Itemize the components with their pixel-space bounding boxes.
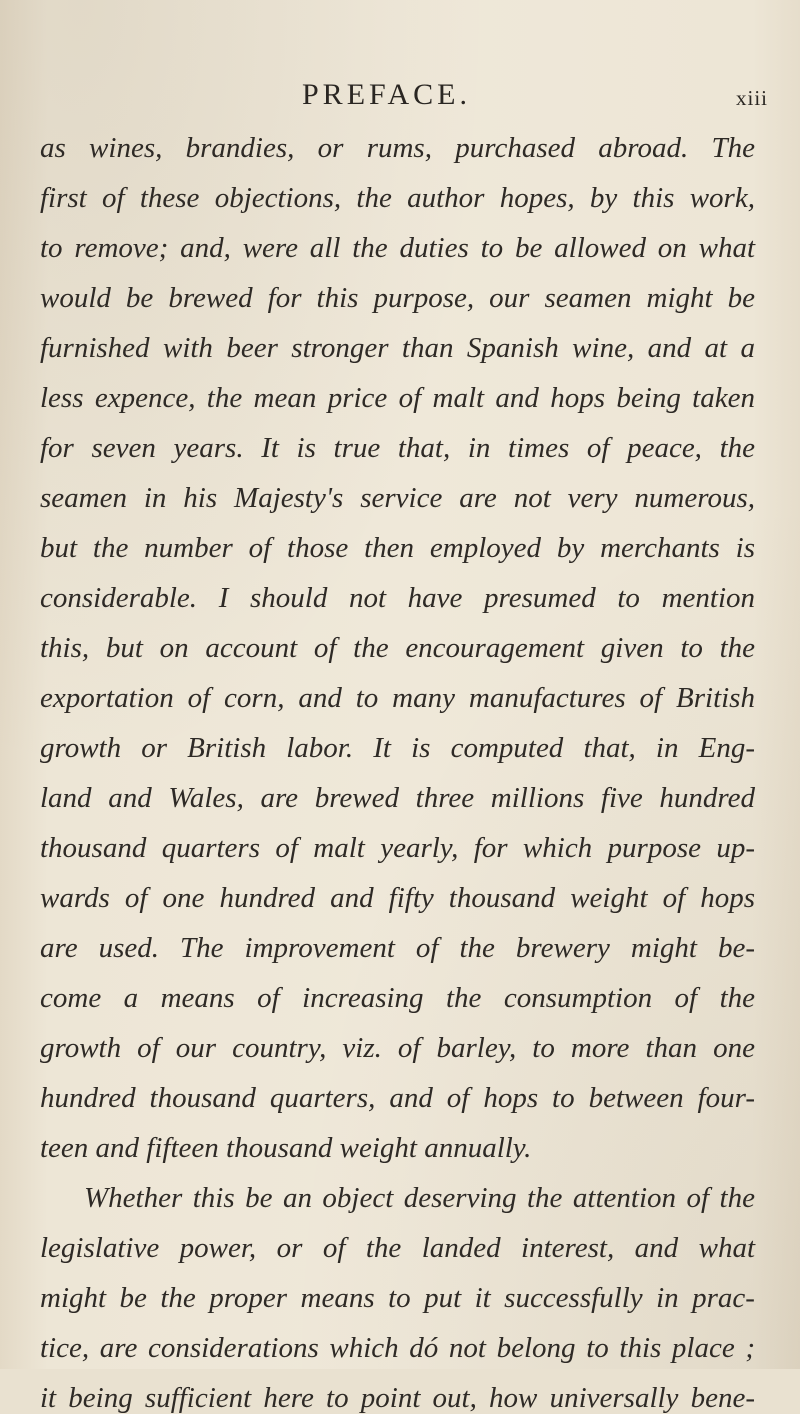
text-line: furnished with beer stronger than Spanish wine, and at a xyxy=(40,332,756,364)
text-line: for seven years. It is true that, in times of peace, the xyxy=(40,432,755,464)
text-line: teen and fifteen thousand weight annually. xyxy=(40,1132,532,1164)
running-title: PREFACE. xyxy=(302,78,471,111)
text-line: but the number of those then employed by merchants is xyxy=(40,532,756,564)
text-line: growth or British labor. It is computed that, in Eng- xyxy=(40,732,755,764)
text-line: might be the proper means to put it successfully in prac- xyxy=(40,1282,755,1314)
text-line: are used. The improvement of the brewery might be- xyxy=(40,932,755,964)
text-line: first of these objections, the author hopes, by this work, xyxy=(40,182,755,214)
page-number: xiii xyxy=(736,86,769,110)
text-line: this, but on account of the encouragement given to the xyxy=(40,632,756,664)
text-line: considerable. I should not have presumed to mention xyxy=(40,582,755,614)
text-line: as wines, brandies, or rums, purchased abroad. The xyxy=(40,132,755,164)
text-line: thousand quarters of malt yearly, for which purpose up- xyxy=(40,832,756,864)
text-line: come a means of increasing the consumption of the xyxy=(40,982,756,1014)
text-line: Whether this be an object deserving the attention of the xyxy=(84,1182,755,1214)
page-header xyxy=(0,78,800,118)
text-line: it being sufficient here to point out, how universally bene- xyxy=(40,1382,756,1414)
text-line: hundred thousand quarters, and of hops to between four- xyxy=(40,1082,755,1114)
text-line: legislative power, or of the landed interest, and what xyxy=(40,1232,756,1264)
text-line: would be brewed for this purpose, our seamen might be xyxy=(40,282,755,314)
text-line: exportation of corn, and to many manufactures of British xyxy=(40,682,755,714)
text-line: less expence, the mean price of malt and hops being taken xyxy=(40,382,755,414)
text-line: wards of one hundred and fifty thousand weight of hops xyxy=(40,882,756,914)
text-line: to remove; and, were all the duties to be allowed on what xyxy=(40,232,756,264)
text-line: growth of our country, viz. of barley, to more than one xyxy=(40,1032,755,1064)
text-line: tice, are considerations which dó not belong to this place ; xyxy=(40,1332,756,1364)
text-line: seamen in his Majesty's service are not very numerous, xyxy=(40,482,755,514)
text-line: land and Wales, are brewed three millions five hundred xyxy=(40,782,755,814)
